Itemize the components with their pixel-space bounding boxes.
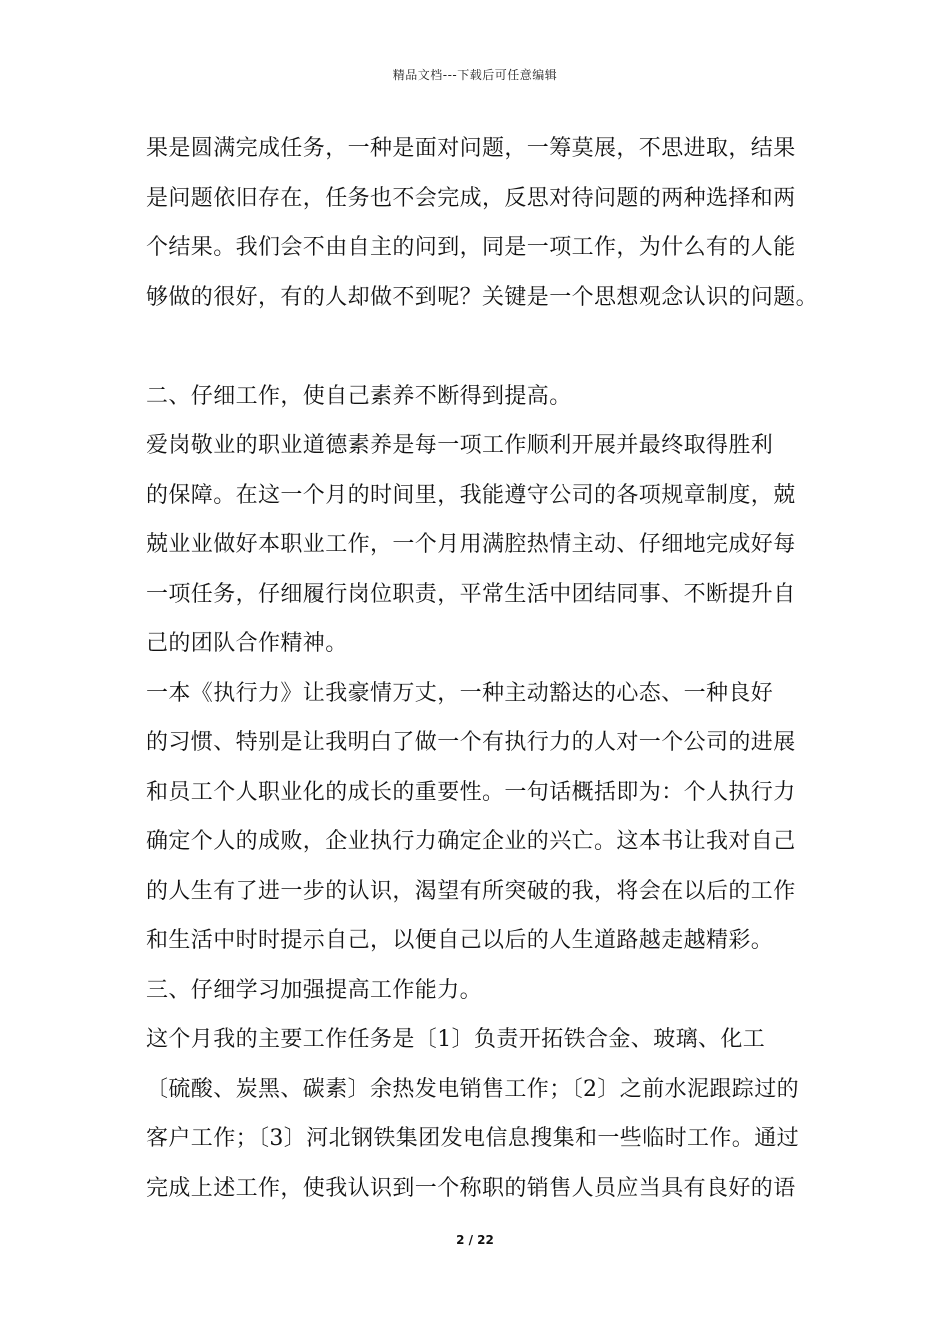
text-line: 确定个人的成败，企业执行力确定企业的兴亡。这本书让我对自己 bbox=[146, 829, 796, 854]
section-heading: 三、仔细学习加强提高工作能力。 bbox=[146, 977, 483, 1003]
page-number: 2 / 22 bbox=[456, 1233, 494, 1247]
text-line: 爱岗敬业的职业道德素养是每一项工作顺利开展并最终取得胜利 bbox=[146, 433, 774, 458]
text-line: 是问题依旧存在，任务也不会完成，反思对待问题的两种选择和两 bbox=[146, 185, 796, 211]
text-line: 一项任务，仔细履行岗位职责，平常生活中团结同事、不断提升自 bbox=[146, 581, 796, 607]
text-line: 的人生有了进一步的认识，渴望有所突破的我，将会在以后的工作 bbox=[146, 878, 796, 904]
paragraph-gap bbox=[146, 322, 826, 372]
page-header: 精品文档---下载后可任意编辑 bbox=[392, 68, 558, 82]
text-line: 〔硫酸、炭黑、碳素〕余热发电销售工作；〔2〕之前水泥跟踪过的 bbox=[146, 1076, 799, 1102]
text-line: 够做的很好，有的人却做不到呢？关键是一个思想观念认识的问题。 bbox=[146, 284, 819, 310]
text-line: 个结果。我们会不由自主的问到，同是一项工作，为什么有的人能 bbox=[146, 235, 796, 260]
text-line: 的习惯、特别是让我明白了做一个有执行力的人对一个公司的进展 bbox=[146, 730, 796, 755]
text-line: 这个月我的主要工作任务是〔1〕负责开拓铁合金、玻璃、化工 bbox=[146, 1027, 766, 1052]
section-heading: 二、仔细工作，使自己素养不断得到提高。 bbox=[146, 383, 572, 409]
text-line: 完成上述工作，使我认识到一个称职的销售人员应当具有良好的语 bbox=[146, 1175, 796, 1201]
text-line: 一本《执行力》让我豪情万丈，一种主动豁达的心态、一种良好 bbox=[146, 680, 774, 706]
text-line: 客户工作；〔3〕河北钢铁集团发电信息搜集和一些临时工作。通过 bbox=[146, 1126, 799, 1151]
text-line: 兢业业做好本职业工作，一个月用满腔热情主动、仔细地完成好每 bbox=[146, 532, 796, 557]
document-body bbox=[146, 124, 826, 1213]
text-line: 和员工个人职业化的成长的重要性。一句话概括即为：个人执行力 bbox=[146, 779, 796, 805]
text-line: 和生活中时时提示自己，以便自己以后的人生道路越走越精彩。 bbox=[146, 928, 774, 953]
text-line: 己的团队合作精神。 bbox=[146, 631, 348, 656]
text-line: 的保障。在这一个月的时间里，我能遵守公司的各项规章制度，兢 bbox=[146, 482, 796, 508]
text-line: 果是圆满完成任务，一种是面对问题，一筹莫展，不思进取，结果 bbox=[146, 136, 796, 161]
